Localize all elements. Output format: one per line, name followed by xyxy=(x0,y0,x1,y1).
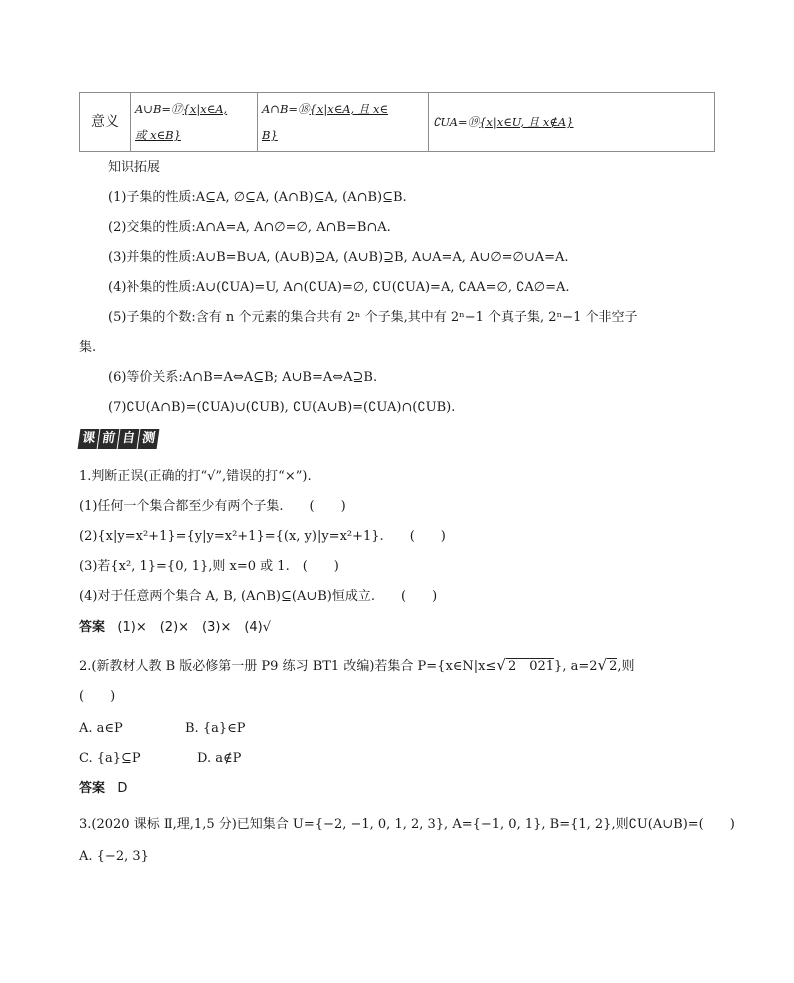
q1-answer xyxy=(79,618,271,638)
knowledge-item: (2)交集的性质:A∩A=A, A∩∅=∅, A∩B=B∩A. xyxy=(108,220,391,235)
badge-char: 课 xyxy=(78,429,100,449)
answer-text: (1)× (2)× (3)× (4)√ xyxy=(117,620,272,635)
complement-cell xyxy=(429,93,715,152)
intersection-cell xyxy=(258,93,429,152)
intersection-prefix: A∩B=⑱ xyxy=(262,102,310,116)
q2-stem-text: 2.(新教材人教 B 版必修第一册 P9 练习 BT1 改编)若集合 P={x∈N|x≤ xyxy=(79,659,497,674)
q2-option: A. a∈P xyxy=(79,721,123,736)
q2-paren: ( ) xyxy=(79,689,116,704)
knowledge-title: 知识拓展 xyxy=(108,160,161,175)
union-answer-cont: 或 x∈B} xyxy=(135,128,181,142)
q2-option: C. {a}⊆P xyxy=(79,751,141,766)
intersection-answer-cont: B} xyxy=(262,128,278,142)
table-row xyxy=(80,93,715,152)
knowledge-item: (6)等价关系:A∩B=A⇔A⊆B; A∪B=A⇔A⊇B. xyxy=(108,370,378,385)
knowledge-item: (4)补集的性质:A∪(∁UA)=U, A∩(∁UA)=∅, ∁U(∁UA)=A, ∁AA=∅, ∁A∅=A. xyxy=(108,280,570,295)
q2-stem xyxy=(79,655,634,677)
q2-option: B. {a}∈P xyxy=(185,721,246,736)
badge-char: 测 xyxy=(138,429,160,449)
q3-option: A. {−2, 3} xyxy=(79,849,149,864)
sqrt-arg: 2 xyxy=(609,659,618,674)
knowledge-item: 集. xyxy=(79,340,97,355)
q2-stem-text: ,则 xyxy=(617,659,635,674)
q2-answer xyxy=(79,779,127,799)
sqrt-icon: √ xyxy=(496,656,506,674)
intersection-answer: {x|x∈A, 且 x∈ xyxy=(309,102,388,116)
union-cell xyxy=(131,93,258,152)
row-label: 意义 xyxy=(80,93,131,152)
q1-item: (1)任何一个集合都至少有两个子集. ( ) xyxy=(79,499,346,514)
knowledge-item: (3)并集的性质:A∪B=B∪A, (A∪B)⊇A, (A∪B)⊇B, A∪A=A, A∪∅=∅∪A=A. xyxy=(108,250,569,265)
q3-stem: 3.(2020 课标 Ⅱ,理,1,5 分)已知集合 U={−2, −1, 0, 1, 2, 3}, A={−1, 0, 1}, B={1, 2},则∁U(A∪B)=( ) xyxy=(79,817,735,832)
complement-answer: {x|x∈U, 且 x∉A} xyxy=(479,115,574,129)
section-badge xyxy=(79,429,159,451)
q1-item: (2){x|y=x²+1}={y|y=x²+1}={(x, y)|y=x²+1}. ( ) xyxy=(79,529,446,544)
union-prefix: A∪B=⑰ xyxy=(135,102,183,116)
answer-label: 答案 xyxy=(79,620,106,635)
badge-char: 自 xyxy=(118,429,140,449)
q1-stem: 1.判断正误(正确的打“√”,错误的打“×”). xyxy=(79,469,312,484)
complement-prefix: ∁UA=⑲ xyxy=(433,115,480,129)
knowledge-item: (1)子集的性质:A⊆A, ∅⊆A, (A∩B)⊆A, (A∩B)⊆B. xyxy=(108,190,407,205)
sqrt-icon: √ xyxy=(597,656,608,674)
badge-char: 前 xyxy=(98,429,120,449)
sqrt-arg: 2 021 xyxy=(507,659,555,674)
answer-text: D xyxy=(117,781,128,796)
q2-option: D. a∉P xyxy=(197,751,242,766)
knowledge-item: (7)∁U(A∩B)=(∁UA)∪(∁UB), ∁U(A∪B)=(∁UA)∩(∁UB). xyxy=(108,400,456,415)
answer-label: 答案 xyxy=(79,781,106,796)
union-answer: {x|x∈A, xyxy=(182,102,228,116)
q1-item: (3)若{x², 1}={0, 1},则 x=0 或 1. ( ) xyxy=(79,559,339,574)
set-operations-table xyxy=(79,92,715,152)
q2-stem-text: }, a=2 xyxy=(554,659,598,674)
knowledge-item: (5)子集的个数:含有 n 个元素的集合共有 2ⁿ 个子集,其中有 2ⁿ−1 个真子集, 2ⁿ−1 个非空子 xyxy=(108,310,638,325)
q1-item: (4)对于任意两个集合 A, B, (A∩B)⊆(A∪B)恒成立. ( ) xyxy=(79,589,438,604)
